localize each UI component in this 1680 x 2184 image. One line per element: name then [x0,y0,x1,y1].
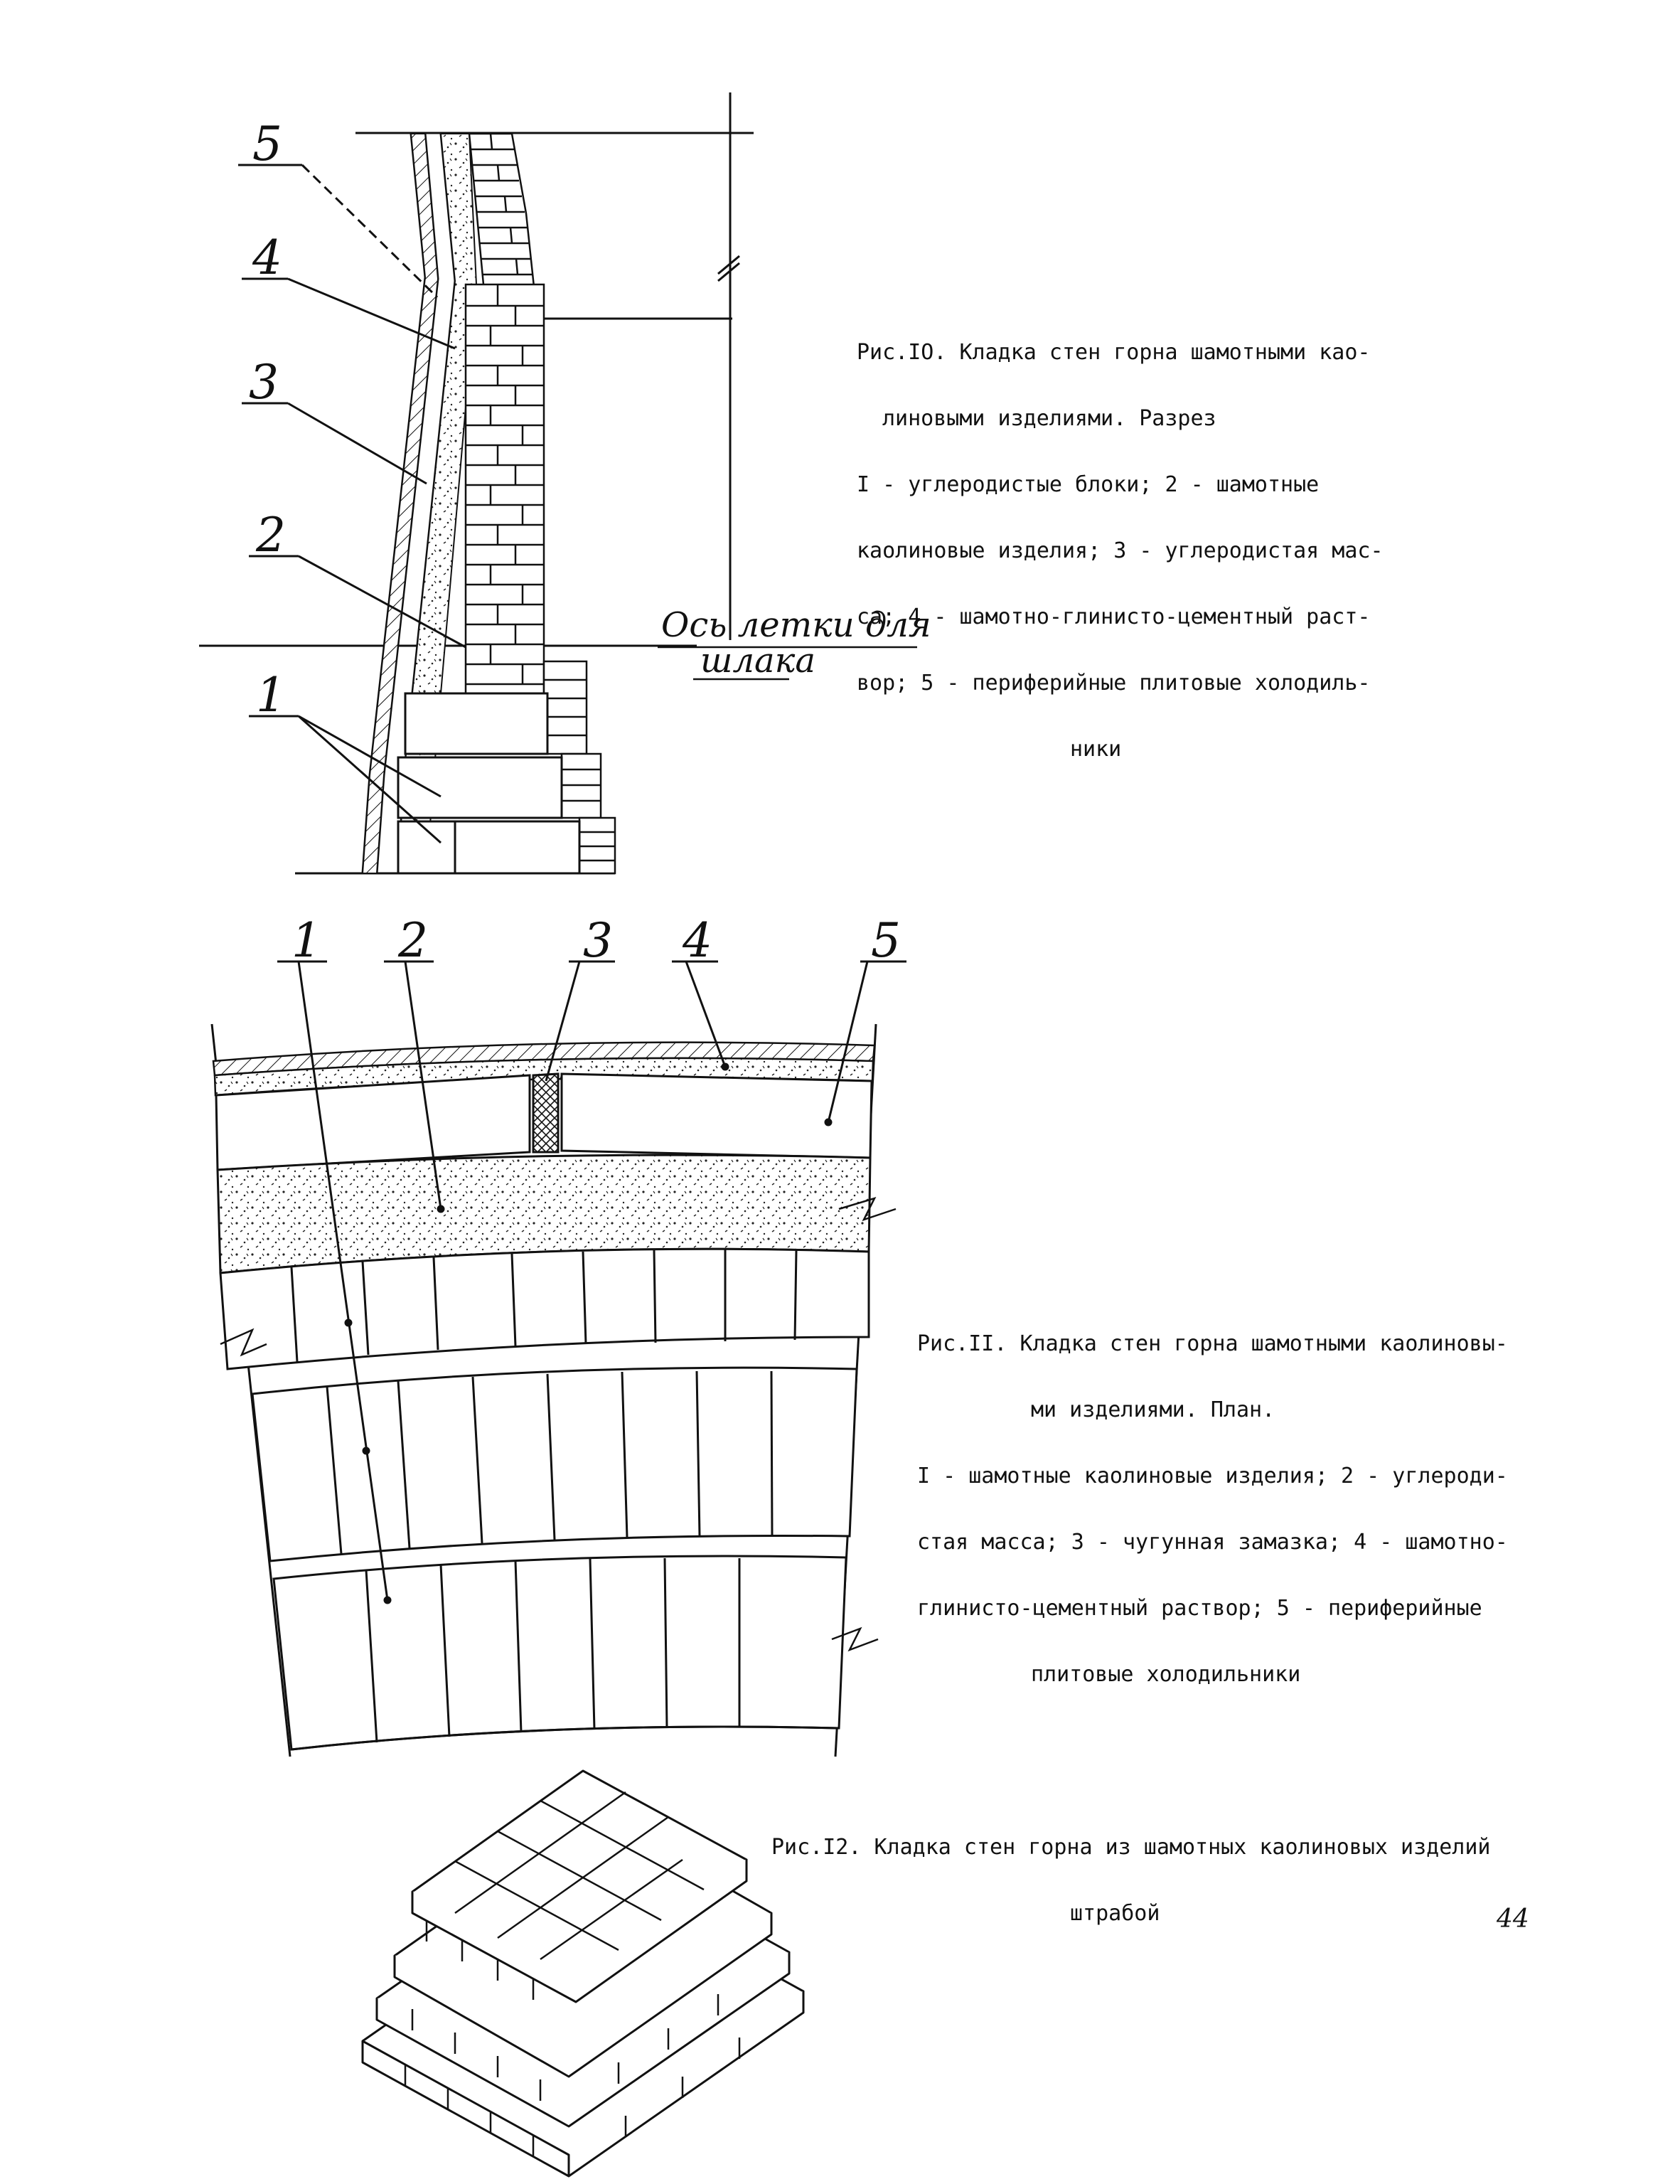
cooler-plate-right [562,1074,872,1158]
plan-callout-number-1: 1 [291,913,321,968]
fig11-caption-line: глинисто-цементный раствор; 5 - периферийные [917,1596,1482,1621]
plan-callout-number-5: 5 [871,913,901,968]
callout-number-1: 1 [256,668,286,723]
fig11-caption-line: Рис.II. Кладка стен горна шамотными каолиновы- [917,1331,1508,1356]
plan-callout-number-2: 2 [398,913,428,968]
axis-label-line1: Ось летки для [661,605,931,645]
brick-row-1 [220,1249,869,1369]
fig11-caption-line: ми изделиями. План. [1031,1397,1275,1422]
fig10-caption-line: линовыми изделиями. Разрез [882,406,1216,431]
callout-number-5: 5 [252,117,282,171]
plan-callout-number-4: 4 [683,913,712,968]
page-number: 44 [1497,1905,1529,1934]
fig10-caption-line: вор; 5 - периферийные плитовые холодиль- [857,671,1371,696]
fig10-caption-line: каолиновые изделия; 3 - углеродистая мас- [857,538,1384,563]
cast-iron-filler [533,1074,558,1152]
fig10-caption-line: са; 4 - шамотно-глинисто-цементный раст- [857,604,1371,629]
fig10-caption-line: Рис.IO. Кладка стен горна шамотными као- [857,340,1371,365]
main-brick-wall [466,284,544,693]
figure-10-caption [857,297,1440,782]
fig10-caption-line: I - углеродистые блоки; 2 - шамотные [857,472,1320,497]
callout-number-4: 4 [252,230,282,285]
break-mark [718,256,739,281]
callout-number-2: 2 [256,508,286,563]
figure-11-caption [917,1289,1543,1708]
fig11-caption-line: стая масса; 3 - чугунная замазка; 4 - шамотно- [917,1530,1508,1555]
figure-12-caption [771,1792,1539,1946]
figure-10-section [199,92,931,873]
brick-row-2 [252,1368,857,1561]
figure-11-plan [212,913,906,1757]
fig11-caption-line: плитовые холодильники [1031,1662,1301,1687]
fig11-caption-line: I - шамотные каолиновые изделия; 2 - углероди- [917,1464,1508,1488]
fig12-caption-line: штрабой [1070,1901,1160,1926]
callout-number-3: 3 [249,355,279,410]
plan-callout-number-3: 3 [583,913,613,968]
figure-12-isometric-bricks [363,1771,803,2176]
axis-label-line2: шлака [700,641,815,681]
fig10-caption-line: ники [1070,737,1122,762]
brick-row-3 [274,1556,846,1749]
callout-3 [242,355,427,484]
fig12-caption-line: Рис.I2. Кладка стен горна из шамотных каолиновых изделий [771,1835,1491,1860]
